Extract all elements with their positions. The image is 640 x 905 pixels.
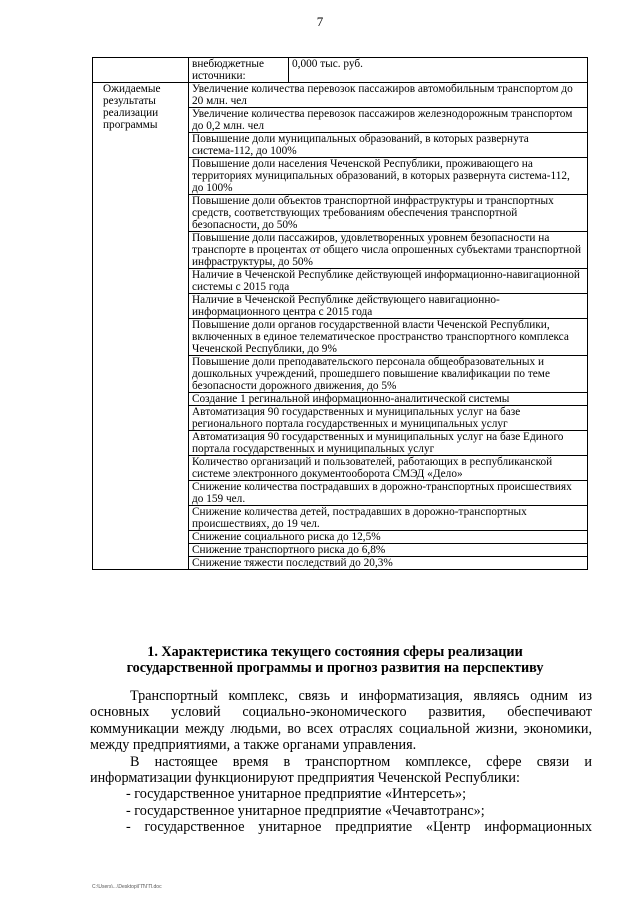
expected-result-cell: Повышение доли муниципальных образований, в которых развернута система-112, до 100% [189, 133, 588, 158]
program-passport-table [92, 57, 588, 570]
expected-result-cell: Повышение доли населения Чеченской Республики, проживающего на территориях муниципальных образований, в которых развернута система-112, до 100% [189, 158, 588, 195]
paragraph: В настоящее время в транспортном комплексе, сфере связи и информатизации функционируют предприятия Чеченской Республики: [90, 753, 592, 787]
expected-result-cell: Количество организаций и пользователей, работающих в республиканской системе электронного документооборота СМЭД «Дело» [189, 456, 588, 481]
expected-result-cell: Снижение тяжести последствий до 20,3% [189, 557, 588, 570]
expected-result-cell: Снижение количества пострадавших в дорожно-транспортных происшествиях до 159 чел. [189, 481, 588, 506]
expected-result-cell: Повышение доли преподавательского персонала общеобразовательных и дошкольных учреждений, прошедшего повышение квалификации по теме безопасности дорожного движения, до 5% [189, 356, 588, 393]
expected-results-label: Ожидаемые результаты реализации программы [93, 83, 189, 570]
list-item: - государственное унитарное предприятие «Центр информационных [126, 819, 592, 836]
table-row [93, 58, 588, 83]
list-item: - государственное унитарное предприятие «Интерсеть»; [126, 786, 467, 803]
expected-result-cell: Увеличение количества перевозок пассажиров автомобильным транспортом до 20 млн. чел [189, 83, 588, 108]
list-item: - государственное унитарное предприятие «Чечавтотранс»; [126, 802, 485, 819]
table-row [93, 83, 588, 108]
empty-label-cell [93, 58, 189, 83]
expected-result-cell: Наличие в Чеченской Республике действующей информационно-навигационной системы с 2015 года [189, 269, 588, 294]
section-heading-line: 1. Характеристика текущего состояния сферы реализации [147, 644, 523, 660]
expected-result-cell: Повышение доли органов государственной власти Чеченской Республики, включенных в единое телематическое пространство транспортного комплекса Чеченской Республики, до 9% [189, 319, 588, 356]
expected-result-cell: Снижение транспортного риска до 6,8% [189, 544, 588, 557]
section-heading-line: государственной программы и прогноз развития на перспективу [126, 660, 544, 676]
expected-result-cell: Снижение социального риска до 12,5% [189, 531, 588, 544]
expected-result-cell: Наличие в Чеченской Республике действующего навигационно-информационного центра с 2015 года [189, 294, 588, 319]
funding-source-label: внебюджетные источники: [189, 58, 289, 83]
page-number: 7 [316, 14, 324, 29]
expected-result-cell: Повышение доли объектов транспортной инфраструктуры и транспортных средств, соответствующих требованиям обеспечения транспортной безопасности, до 50% [189, 195, 588, 232]
section-body [90, 688, 592, 836]
expected-result-cell: Повышение доли пассажиров, удовлетворенных уровнем безопасности на транспорте в процентах от общего числа опрошенных субъектами транспортной инфраструктуры, до 50% [189, 232, 588, 269]
expected-result-cell: Автоматизация 90 государственных и муниципальных услуг на базе Единого портала государственных и муниципальных услуг [189, 431, 588, 456]
footer-file-path: C:\Users\...\Desktop\ГП\ГП.doc [92, 884, 162, 890]
expected-result-cell: Создание 1 регинальной информационно-аналитической системы [189, 393, 588, 406]
expected-result-cell: Снижение количества детей, пострадавших в дорожно-транспортных происшествиях, до 19 чел. [189, 506, 588, 531]
expected-result-cell: Увеличение количества перевозок пассажиров железнодорожным транспортом до 0,2 млн. чел [189, 108, 588, 133]
section-heading [100, 644, 570, 676]
funding-source-value: 0,000 тыс. руб. [289, 58, 588, 83]
expected-result-cell: Автоматизация 90 государственных и муниципальных услуг на базе регионального портала государственных и муниципальных услуг [189, 406, 588, 431]
paragraph: Транспортный комплекс, связь и информатизация, являясь одним из основных условий социально-экономического развития, обеспечивают коммуникации между людьми, во всех отраслях социальной жизни, экономики, между предприятиями, а также органами управления. [90, 688, 592, 754]
